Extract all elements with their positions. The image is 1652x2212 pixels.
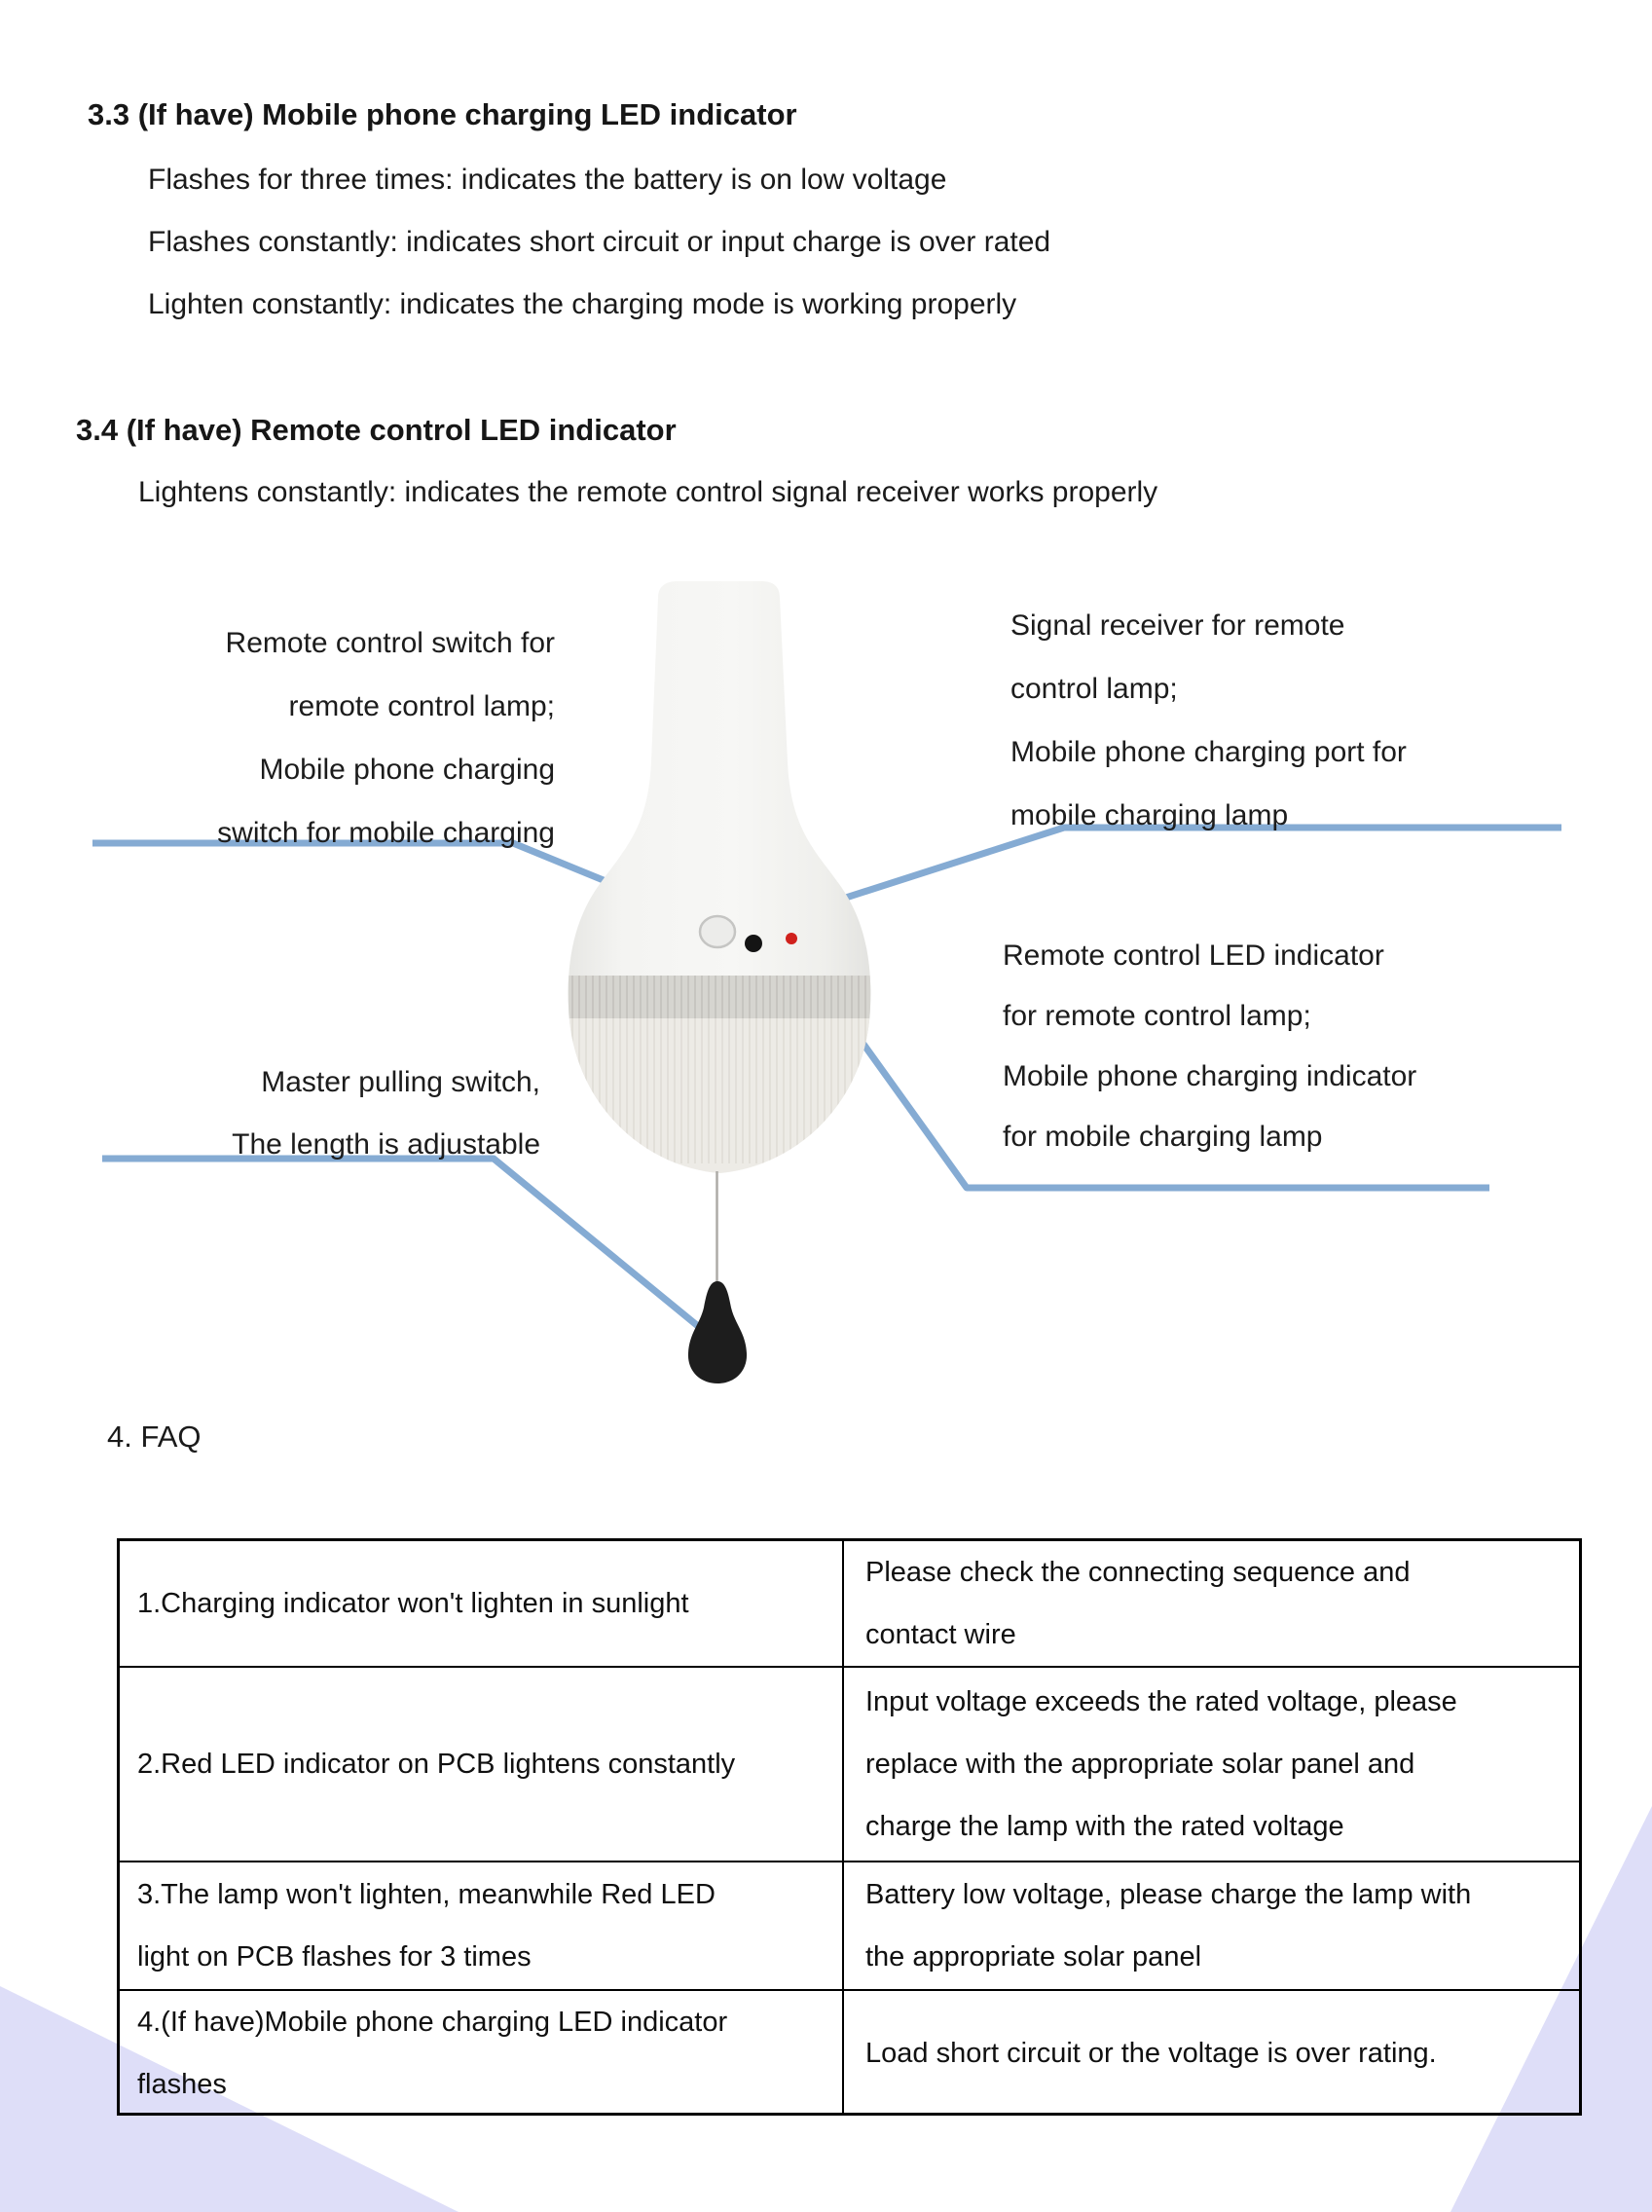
faq-question-4: 4.(If have)Mobile phone charging LED indicator flashes — [120, 1991, 844, 2116]
faq-row-1 — [120, 1541, 1579, 1668]
red-led-dot — [786, 933, 797, 944]
faq-table — [117, 1538, 1582, 2116]
faq-question-1: 1.Charging indicator won't lighten in sunlight — [120, 1541, 844, 1666]
lamp-diffuser — [545, 976, 896, 1184]
faq-heading: 4. FAQ — [107, 1419, 202, 1454]
faq-answer-2: Input voltage exceeds the rated voltage, please replace with the appropriate solar panel and charge the lamp with the rated voltage — [865, 1686, 1457, 1842]
pull-cord-handle — [688, 1281, 747, 1383]
signal-receiver-dot — [745, 935, 762, 952]
section-33-line-2: Flashes constantly: indicates short circuit or input charge is over rated — [148, 226, 1051, 258]
section-33-heading: 3.3 (If have) Mobile phone charging LED indicator — [88, 97, 797, 131]
section-33-line-3: Lighten constantly: indicates the charging mode is working properly — [148, 288, 1017, 320]
lamp-bulb — [545, 581, 896, 1184]
faq-answer-3: Battery low voltage, please charge the lamp with the appropriate solar panel — [865, 1879, 1472, 1972]
faq-row-2 — [120, 1668, 1579, 1862]
section-33-line-1: Flashes for three times: indicates the battery is on low voltage — [148, 164, 947, 196]
faq-question-3: 3.The lamp won't lighten, meanwhile Red LED light on PCB flashes for 3 times — [120, 1862, 844, 1989]
callout-line-bottom-left — [102, 1159, 704, 1331]
label-signal-receiver: Signal receiver for remote control lamp; Mobile phone charging port for mobile charging lamp — [1010, 609, 1407, 831]
label-master-pulling-switch: Master pulling switch, The length is adjustable — [232, 1066, 540, 1161]
faq-row-3 — [120, 1862, 1579, 1991]
label-remote-led-indicator: Remote control LED indicator for remote control lamp; Mobile phone charging indicator for mobile charging lamp — [1003, 940, 1417, 1153]
remote-switch-button — [700, 916, 735, 947]
section-34-heading: 3.4 (If have) Remote control LED indicator — [76, 413, 677, 447]
section-34-line-1: Lightens constantly: indicates the remote control signal receiver works properly — [138, 476, 1158, 508]
faq-row-4 — [120, 1991, 1579, 2111]
label-remote-control-switch: Remote control switch for remote control lamp; Mobile phone charging switch for mobile charging — [217, 627, 555, 849]
faq-answer-1: Please check the connecting sequence and contact wire — [865, 1557, 1411, 1650]
faq-question-2: 2.Red LED indicator on PCB lightens constantly — [120, 1668, 844, 1861]
faq-answer-4: Load short circuit or the voltage is over rating. — [865, 2038, 1437, 2069]
